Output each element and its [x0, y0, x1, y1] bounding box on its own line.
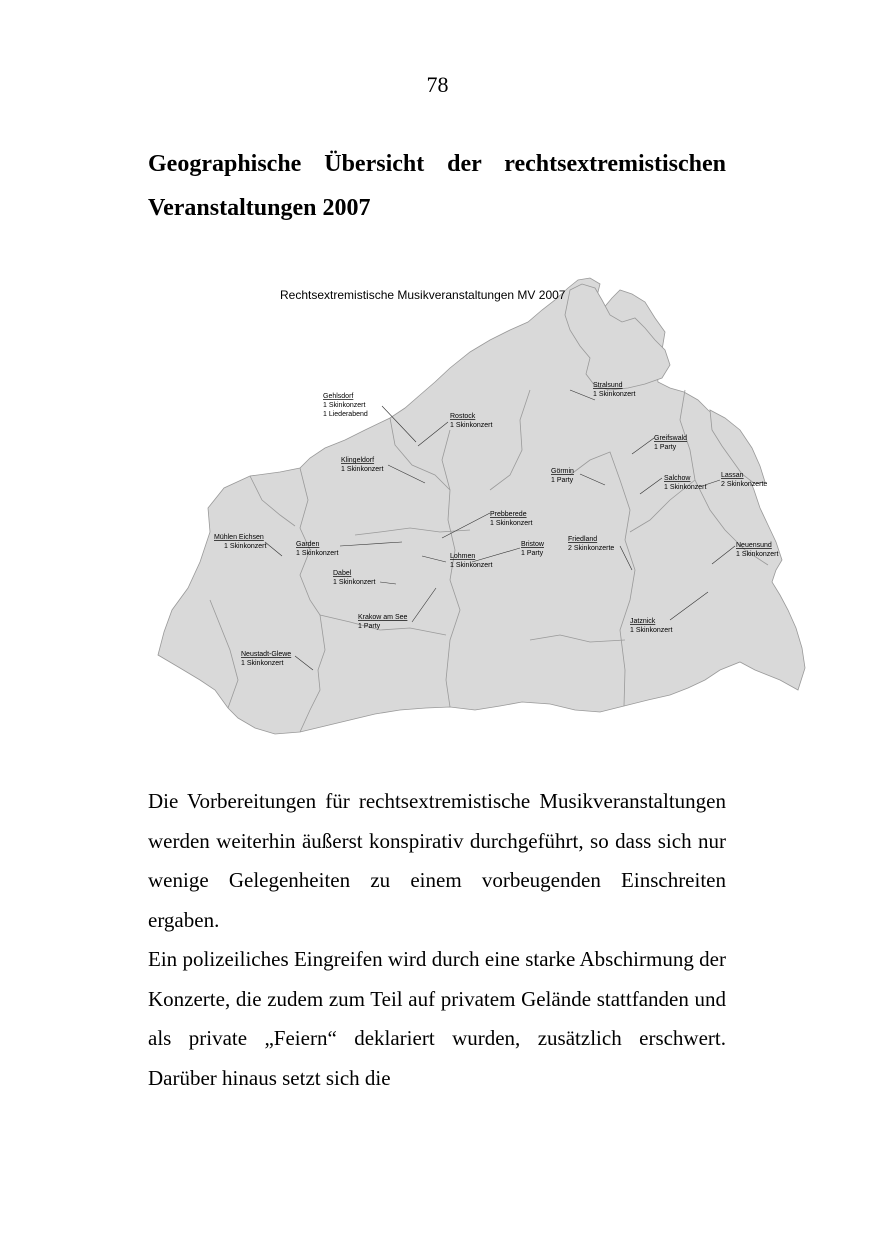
label-garden: Garden — [296, 541, 320, 548]
label-jatznick-line1: 1 Skinkonzert — [630, 627, 673, 634]
label-lohmen: Lohmen — [450, 553, 476, 560]
label-prebberede-line1: 1 Skinkonzert — [490, 520, 533, 527]
body-text — [148, 782, 726, 1098]
label-greifswald: Greifswald — [654, 435, 688, 442]
label-neuensund: Neuensund — [736, 542, 772, 549]
label-rostock: Rostock — [450, 413, 476, 420]
map-svg — [150, 270, 810, 740]
map-title: Rechtsextremistische Musikveranstaltungen MV 2007 — [280, 288, 566, 302]
paragraph: Die Vorbereitungen für rechtsextremistische Musikveranstaltungen werden weiterhin äußerst konspirativ durchgeführt, so dass sich nur wenige Gelegenheiten zu einem vorbeugenden Einschreiten ergaben. — [148, 789, 726, 932]
label-lassan: Lassan — [721, 472, 744, 479]
label-rostock-line1: 1 Skinkonzert — [450, 422, 493, 429]
label-krakow-am-see: Krakow am See — [358, 614, 408, 621]
label-neuensund-line1: 1 Skinkonzert — [736, 551, 779, 558]
label-muehlen-eichsen: Mühlen Eichsen — [214, 534, 264, 541]
label-klingeldorf-line1: 1 Skinkonzert — [341, 466, 384, 473]
label-goermin-line1: 1 Party — [551, 477, 574, 484]
event-map — [150, 270, 810, 740]
label-friedland-line1: 2 Skinkonzerte — [568, 545, 615, 552]
label-bristow: Bristow — [521, 541, 544, 548]
label-muehlen-eichsen-line1: 1 Skinkonzert — [224, 543, 267, 550]
label-goermin: Görmin — [551, 468, 574, 475]
label-dabel: Dabel — [333, 570, 352, 577]
label-lassan-line1: 2 Skinkonzerte — [721, 481, 768, 488]
label-gehlsdorf-line2: 1 Liederabend — [323, 411, 368, 418]
label-friedland: Friedland — [568, 536, 598, 543]
label-gehlsdorf: Gehlsdorf — [323, 393, 354, 400]
label-krakow-am-see-line1: 1 Party — [358, 623, 381, 630]
label-prebberede: Prebberede — [490, 511, 527, 518]
label-jatznick: Jatznick — [630, 618, 656, 625]
section-heading: Geographische Übersicht der rechtsextremistischen Veranstaltungen 2007 — [148, 151, 726, 221]
label-bristow-line1: 1 Party — [521, 550, 544, 557]
label-gehlsdorf-line1: 1 Skinkonzert — [323, 402, 366, 409]
paragraph: Ein polizeiliches Eingreifen wird durch eine starke Abschirmung der Konzerte, die zudem zum Teil auf privatem Gelände stattfanden und als private „Feiern“ deklariert wurden, zusätzlich erschwert. Darüber hinaus setzt sich die — [148, 947, 726, 1090]
label-greifswald-line1: 1 Party — [654, 444, 677, 451]
page-number: 78 — [426, 72, 449, 97]
label-lohmen-line1: 1 Skinkonzert — [450, 562, 493, 569]
label-salchow-line1: 1 Skinkonzert — [664, 484, 707, 491]
label-neustadt-glewe: Neustadt-Glewe — [241, 651, 292, 658]
label-salchow: Salchow — [664, 475, 691, 482]
label-stralsund: Stralsund — [593, 382, 623, 389]
label-neustadt-glewe-line1: 1 Skinkonzert — [241, 660, 284, 667]
label-dabel-line1: 1 Skinkonzert — [333, 579, 376, 586]
label-garden-line1: 1 Skinkonzert — [296, 550, 339, 557]
label-klingeldorf: Klingeldorf — [341, 457, 375, 464]
label-stralsund-line1: 1 Skinkonzert — [593, 391, 636, 398]
